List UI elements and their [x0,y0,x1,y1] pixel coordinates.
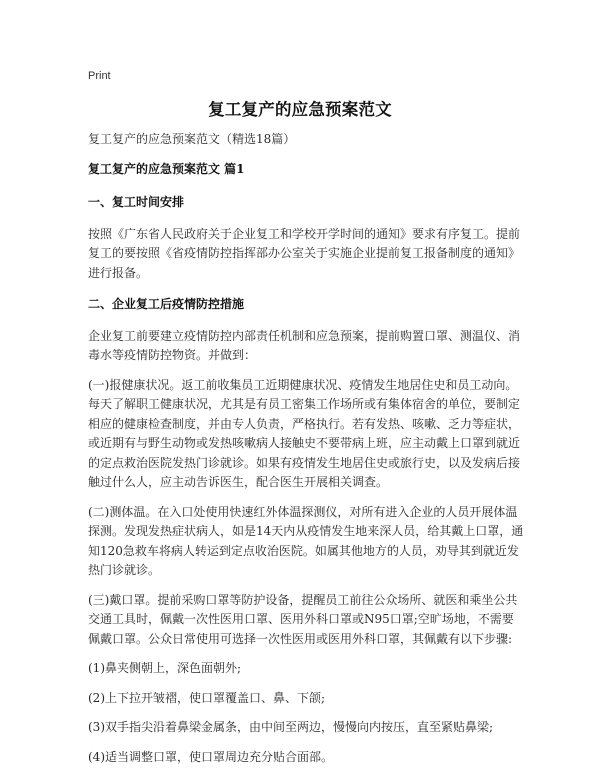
mask-step: (4)适当调整口罩，使口罩周边充分贴合面部。 [88,749,333,764]
measure-mask: (三)戴口罩。提前采购口罩等防护设备，提醒员工前往公众场所、就医和乘坐公共交通工具时，佩戴一次性医用口罩、医用外科口罩或N95口罩;空旷场地，不需要佩戴口罩。公众日常使用可选择一次性医用或医用外科口罩，其佩戴有以下步骤: [88,592,518,646]
document-subtitle: 复工复产的应急预案范文（精选18篇） [88,132,296,146]
section1-paragraph: 按照《广东省人民政府关于企业复工和学校开学时间的通知》要求有序复工。提前复工的要按照《省疫情防控指挥部办公室关于实施企业提前复工报备制度的通知》进行报备。 [88,226,521,280]
mask-step: (3)双手指尖沿着鼻梁金属条，由中间至两边，慢慢向内按压，直至紧贴鼻梁; [88,720,494,734]
section2-heading: 二、企业复工后疫情防控措施 [88,297,245,311]
document-content [88,130,524,767]
page-title: 复工复产的应急预案范文 [208,100,392,119]
print-label: Print [88,70,111,82]
mask-step: (1)鼻夹侧朝上，深色面朝外; [88,661,242,675]
measure-health-status: (一)报健康状况。返工前收集员工近期健康状况、疫情发生地居住史和员工动向。每天了解职工健康状况，尤其是有员工密集工作场所或有集体宿舍的单位，要制定相应的健康检查制度，并由专人负责，严格执行。若有发热、咳嗽、乏力等症状，或近期有与野生动物或发热咳嗽病人接触史不要带病上班，应主动戴上口罩到就近的定点救治医院发热门诊就诊。如果有疫情发生地居住史或旅行史，以及发病后接触过什么人，应主动告诉医生，配合医生开展相关调查。 [88,377,521,489]
section2-intro: 企业复工前要建立疫情防控内部责任机制和应急预案，提前购置口罩、测温仪、消毒水等疫情防控物资。并做到： [88,328,521,362]
mask-step: (2)上下拉开皱褶，使口罩覆盖口、鼻、下颌; [88,690,326,705]
measure-temperature: (二)测体温。在入口处使用快速红外体温探测仪，对所有进入企业的人员开展体温探测。发现发热症状病人，如是14天内从疫情发生地来深人员，给其戴上口罩，通知120急救车将病人转运到定点收治医院。如属其他地方的人员，劝导其到就近发热门诊就诊。 [88,504,524,577]
section1-heading: 一、复工时间安排 [88,195,185,209]
article-heading: 复工复产的应急预案范文 篇1 [88,161,245,176]
